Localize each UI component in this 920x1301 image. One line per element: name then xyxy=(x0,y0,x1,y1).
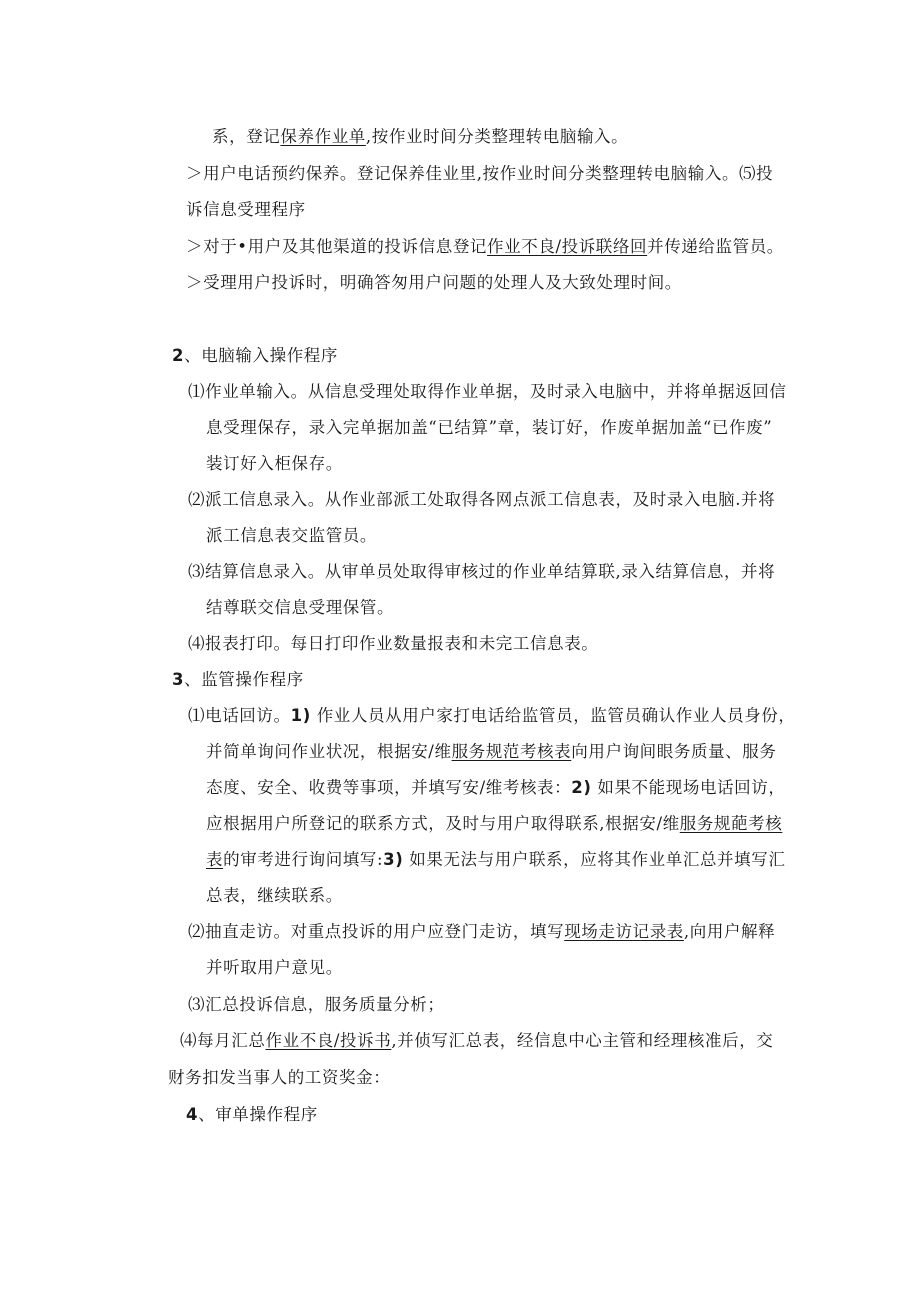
paragraph-line: 息受理保存，录入完单据加盖“已结算”章，装订好，作废单据加盖“已作废” xyxy=(206,418,773,437)
paragraph-line xyxy=(206,886,343,906)
paragraph-line xyxy=(206,958,343,978)
form-name-link: 服务规范考核表 xyxy=(451,742,572,761)
section-number: 3 xyxy=(172,670,185,689)
paragraph-line: ⑴作业单输入。从信息受理处取得作业单据，及时录入电脑中，并将单据返回信 xyxy=(188,382,787,401)
section-number: 4 xyxy=(186,1105,199,1124)
text: ＞对于•用户及其他渠道的投诉信息登记 xyxy=(186,237,488,256)
step-number: 1) xyxy=(290,706,311,725)
paragraph-line xyxy=(186,164,773,184)
section-heading xyxy=(186,1105,318,1125)
paragraph-line xyxy=(186,273,682,293)
text: 应根据用户所登记的联系方式，及时与用户取得联系,根据安/维 xyxy=(206,814,680,833)
paragraph-line: ⑷报表打印。每日打印作业数量报表和未完工信息表。 xyxy=(188,634,599,653)
text: ＞用户电话预约保养。登记保养佳业里,按作业时间分类整理转电脑输入。⑸投 xyxy=(186,164,774,183)
paragraph-line xyxy=(188,922,775,942)
paragraph-line xyxy=(188,706,796,726)
text: 财务扣发当事人的工资奖金： xyxy=(168,1068,391,1087)
form-name-link: 作业不良/投诉联络回 xyxy=(487,237,648,256)
paragraph-line xyxy=(206,814,782,834)
text: 态度、安全、收费等事项，并填写安/维考核表： xyxy=(206,778,572,797)
text: 系，登记 xyxy=(212,127,281,146)
text: 如果无法与用户联系，应将其作业单汇总并填写汇 xyxy=(403,850,786,869)
section-title: 、电脑输入操作程序 xyxy=(184,346,338,365)
text: ＞受理用户投诉时，明确答匆用户问题的处理人及大致处理时间。 xyxy=(186,273,682,292)
text: ,按作业时间分类整理转电脑输入。 xyxy=(365,127,629,146)
paragraph-line: 派工信息表交监管员。 xyxy=(206,526,377,545)
text: ,并侦写汇总表，经信息中心主管和经理核准后，交 xyxy=(391,1031,774,1050)
paragraph-line: ⑵派工信息录入。从作业部派工处取得各网点派工信息表，及时录入电脑.并将 xyxy=(188,490,776,509)
section-title: 、审单操作程序 xyxy=(198,1105,318,1124)
text: 诉信息受理程序 xyxy=(186,200,306,219)
form-name-link: 现场走访记录表 xyxy=(564,922,684,941)
form-name-link: 表 xyxy=(206,850,224,869)
paragraph-line: ⑶结算信息录入。从审单员处取得审核过的作业单结算联,录入结算信息，并将 xyxy=(188,562,776,581)
section-heading xyxy=(172,670,304,690)
paragraph-line xyxy=(206,850,785,870)
paragraph-line xyxy=(186,200,306,220)
paragraph-line xyxy=(206,778,785,798)
paragraph-line xyxy=(186,237,784,257)
text: ⑷每月汇总 xyxy=(180,1031,266,1050)
paragraph-line xyxy=(212,127,628,147)
form-name-link: 作业不良/投诉书 xyxy=(265,1031,392,1050)
text: 并传递给监管员。 xyxy=(647,237,784,256)
text: ⑴电话回访。 xyxy=(188,706,291,725)
text: 如果不能现场电话回访， xyxy=(591,778,786,797)
text: 向用户询间眼务质量、服务 xyxy=(571,742,777,761)
form-name-link: 服务规葩考核 xyxy=(679,814,783,833)
text: ⑶汇总投诉信息，服务质量分析； xyxy=(188,995,445,1014)
section-heading xyxy=(172,346,338,366)
text: 的审考进行询问填写: xyxy=(223,850,384,869)
text: 并听取用户意见。 xyxy=(206,958,343,977)
paragraph-line xyxy=(206,742,776,762)
text: 并简单询问作业状况，根据安/维 xyxy=(206,742,452,761)
paragraph-line: 结尊联交信息受理保管。 xyxy=(206,598,395,617)
paragraph-line xyxy=(188,995,445,1015)
section-title: 、监管操作程序 xyxy=(184,670,304,689)
step-number: 3) xyxy=(383,850,404,869)
paragraph-line xyxy=(180,1031,773,1051)
text: 作业人员从用户家打电话给监管员，监管员确认作业人员身份， xyxy=(310,706,796,725)
text: ⑵抽直走访。对重点投诉的用户应登门走访，填写 xyxy=(188,922,565,941)
paragraph-line xyxy=(168,1068,390,1088)
section-number: 2 xyxy=(172,346,185,365)
form-name-link: 保养作业单 xyxy=(280,127,366,146)
step-number: 2) xyxy=(571,778,592,797)
paragraph-line: 装订好入柜保存。 xyxy=(206,454,343,473)
text: 总表，继续联系。 xyxy=(206,886,343,905)
text: ,向用户解释 xyxy=(683,922,776,941)
